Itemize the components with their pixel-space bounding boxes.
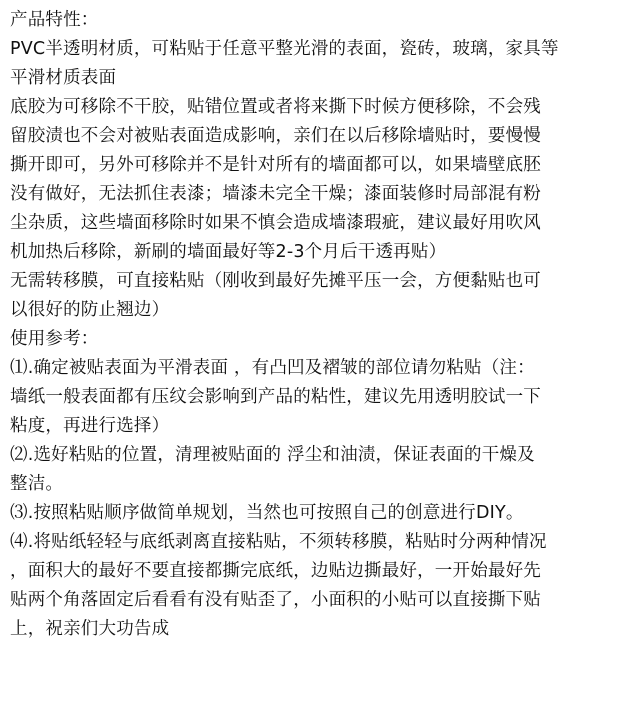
text-line: 机加热后移除，新刷的墙面最好等2-3个月后干透再贴） [10,242,447,262]
usage-step-4: ⑷.将贴纸轻轻与底纸剥离直接粘贴，不须转移膜，粘贴时分两种情况 [10,532,547,552]
text-line: 无需转移膜，可直接粘贴（刚收到最好先摊平压一会，方便黏贴也可 [10,271,541,291]
text-line: PVC半透明材质，可粘贴于任意平整光滑的表面，瓷砖，玻璃，家具等 [10,39,559,59]
section-heading-usage: 使用参考： [10,329,99,349]
text-line: 平滑材质表面 [10,68,117,88]
text-line: 以很好的防止翘边） [10,300,170,320]
text-line: 墙纸一般表面都有压纹会影响到产品的粘性，建议先用透明胶试一下 [10,387,541,407]
section-heading-features: 产品特性： [10,10,99,30]
usage-step-2: ⑵.选好粘贴的位置，清理被贴面的 浮尘和油渍，保证表面的干燥及 [10,445,535,465]
usage-step-1: ⑴.确定被贴表面为平滑表面 ，有凸凹及褶皱的部位请勿粘贴（注： [10,358,535,378]
text-line: 底胶为可移除不干胶，贴错位置或者将来撕下时候方便移除，不会残 [10,97,541,117]
text-line: 粘度，再进行选择） [10,416,170,436]
text-line: 没有做好，无法抓住表漆；墙漆未完全干燥；漆面装修时局部混有粉 [10,184,541,204]
text-line: ，面积大的最好不要直接都撕完底纸，边贴边撕最好，一开始最好先 [10,561,541,581]
text-line: 上，祝亲们大功告成 [10,619,170,639]
usage-step-3: ⑶.按照粘贴顺序做简单规划，当然也可按照自己的创意进行DIY。 [10,503,524,523]
text-line: 贴两个角落固定后看看有没有贴歪了，小面积的小贴可以直接撕下贴 [10,590,541,610]
product-description [10,6,616,644]
text-line: 留胶渍也不会对被贴表面造成影响，亲们在以后移除墙贴时，要慢慢 [10,126,541,146]
text-line: 整洁。 [10,474,64,494]
text-line: 撕开即可，另外可移除并不是针对所有的墙面都可以，如果墙壁底胚 [10,155,541,175]
text-line: 尘杂质，这些墙面移除时如果不慎会造成墙漆瑕疵，建议最好用吹风 [10,213,541,233]
